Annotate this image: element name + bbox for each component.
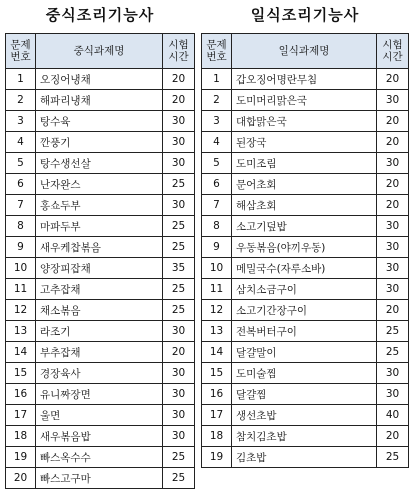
row-number: 6 [6,174,36,195]
table-row [6,384,195,405]
table-row [6,468,195,489]
exam-time: 25 [163,468,195,489]
panel-title: 일식조리기능사 [250,6,360,24]
task-name: 빠스옥수수 [36,447,163,468]
exam-time: 30 [163,195,195,216]
chinese-cooking-panel [5,0,195,489]
exam-time: 30 [377,258,409,279]
exam-time: 20 [377,111,409,132]
row-number: 3 [6,111,36,132]
exam-time: 25 [163,216,195,237]
task-name: 라조기 [36,321,163,342]
table-row [6,132,195,153]
row-number: 15 [6,363,36,384]
row-number: 12 [202,300,232,321]
exam-time: 20 [377,132,409,153]
row-number: 20 [6,468,36,489]
exam-time: 20 [377,426,409,447]
exam-time: 30 [163,153,195,174]
table-row [202,279,409,300]
exam-time: 30 [377,153,409,174]
table-row [6,321,195,342]
exam-time: 30 [163,384,195,405]
table-row [202,90,409,111]
row-number: 11 [6,279,36,300]
table-row [202,111,409,132]
exam-time: 20 [377,69,409,90]
exam-time: 20 [163,90,195,111]
row-number: 15 [202,363,232,384]
exam-time: 30 [377,279,409,300]
task-name: 우동볶음(야끼우동) [232,237,377,258]
header-problem-number: 문제 번호 [6,34,36,69]
table-row [6,300,195,321]
table-row [202,447,409,468]
header-task-name: 중식과제명 [36,34,163,69]
task-name: 경장육사 [36,363,163,384]
row-number: 1 [202,69,232,90]
task-name: 채소볶음 [36,300,163,321]
exam-time: 25 [163,237,195,258]
task-table [5,33,195,489]
table-row [6,195,195,216]
row-number: 13 [6,321,36,342]
header-problem-number: 문제 번호 [202,34,232,69]
task-name: 달걀말이 [232,342,377,363]
task-name: 울면 [36,405,163,426]
table-row [6,426,195,447]
exam-time: 30 [163,405,195,426]
exam-time: 25 [377,342,409,363]
row-number: 16 [6,384,36,405]
table-row [202,69,409,90]
row-number: 16 [202,384,232,405]
table-row [6,279,195,300]
row-number: 1 [6,69,36,90]
row-number: 17 [6,405,36,426]
row-number: 13 [202,321,232,342]
row-number: 17 [202,405,232,426]
table-row [6,258,195,279]
row-number: 11 [202,279,232,300]
task-name: 참치김초밥 [232,426,377,447]
task-name: 홍쇼두부 [36,195,163,216]
row-number: 9 [202,237,232,258]
task-name: 갑오징어명란무침 [232,69,377,90]
exam-time: 25 [377,447,409,468]
exam-time: 30 [163,426,195,447]
table-row [202,258,409,279]
task-name: 깐풍기 [36,132,163,153]
task-name: 소고기간장구이 [232,300,377,321]
task-name: 도미머리맑은국 [232,90,377,111]
header-row [202,34,409,69]
row-number: 4 [202,132,232,153]
header-exam-time: 시험 시간 [163,34,195,69]
task-name: 마파두부 [36,216,163,237]
task-name: 새우케찹볶음 [36,237,163,258]
table-row [6,216,195,237]
row-number: 5 [202,153,232,174]
table-row [202,342,409,363]
header-exam-time: 시험 시간 [377,34,409,69]
row-number: 18 [202,426,232,447]
exam-time: 30 [163,132,195,153]
task-name: 메밀국수(자루소바) [232,258,377,279]
exam-time: 40 [377,405,409,426]
table-row [202,384,409,405]
task-name: 소고기덮밥 [232,216,377,237]
table-row [202,132,409,153]
panel-title: 중식조리기능사 [45,6,155,24]
table-row [202,300,409,321]
task-name: 탕수생선살 [36,153,163,174]
row-number: 4 [6,132,36,153]
row-number: 14 [202,342,232,363]
table-row [6,237,195,258]
row-number: 6 [202,174,232,195]
row-number: 8 [202,216,232,237]
task-name: 빠스고구마 [36,468,163,489]
header-row [6,34,195,69]
task-name: 도미조림 [232,153,377,174]
exam-time: 30 [377,363,409,384]
row-number: 12 [6,300,36,321]
row-number: 10 [6,258,36,279]
row-number: 3 [202,111,232,132]
japanese-cooking-panel [201,0,409,468]
table-row [202,426,409,447]
table-row [6,153,195,174]
exam-time: 25 [163,279,195,300]
row-number: 9 [6,237,36,258]
exam-time: 20 [377,300,409,321]
row-number: 2 [202,90,232,111]
task-name: 양장피잡채 [36,258,163,279]
task-name: 오징어냉채 [36,69,163,90]
task-name: 문어초회 [232,174,377,195]
row-number: 10 [202,258,232,279]
task-name: 새우볶음밥 [36,426,163,447]
table-row [202,216,409,237]
table-row [202,405,409,426]
exam-time: 25 [163,174,195,195]
row-number: 18 [6,426,36,447]
exam-time: 30 [163,363,195,384]
table-row [202,153,409,174]
exam-time: 20 [163,69,195,90]
task-name: 대합맑은국 [232,111,377,132]
table-row [202,195,409,216]
task-name: 생선초밥 [232,405,377,426]
task-name: 전복버터구이 [232,321,377,342]
task-name: 해삼초회 [232,195,377,216]
row-number: 2 [6,90,36,111]
row-number: 5 [6,153,36,174]
row-number: 19 [6,447,36,468]
header-task-name: 일식과제명 [232,34,377,69]
exam-time: 25 [163,447,195,468]
row-number: 14 [6,342,36,363]
table-row [202,321,409,342]
table-row [6,69,195,90]
table-row [6,90,195,111]
exam-time: 20 [163,342,195,363]
task-name: 탕수육 [36,111,163,132]
table-row [202,363,409,384]
exam-time: 25 [377,321,409,342]
exam-time: 30 [377,216,409,237]
table-row [202,237,409,258]
row-number: 19 [202,447,232,468]
exam-time: 30 [163,111,195,132]
table-row [6,447,195,468]
exam-time: 30 [163,321,195,342]
row-number: 7 [6,195,36,216]
row-number: 8 [6,216,36,237]
table-row [6,111,195,132]
exam-time: 25 [163,300,195,321]
task-name: 해파리냉채 [36,90,163,111]
task-name: 고추잡채 [36,279,163,300]
exam-time: 30 [377,90,409,111]
table-row [6,363,195,384]
task-name: 달걀찜 [232,384,377,405]
task-name: 유니짜장면 [36,384,163,405]
exam-time: 30 [377,384,409,405]
task-name: 삼치소금구이 [232,279,377,300]
table-row [6,342,195,363]
row-number: 7 [202,195,232,216]
exam-time: 30 [377,237,409,258]
exam-time: 20 [377,195,409,216]
task-name: 부추잡채 [36,342,163,363]
task-name: 김초밥 [232,447,377,468]
exam-time: 20 [377,174,409,195]
task-table [201,33,409,468]
table-row [6,174,195,195]
table-row [6,405,195,426]
task-name: 된장국 [232,132,377,153]
task-name: 난자완스 [36,174,163,195]
table-row [202,174,409,195]
task-name: 도미술찜 [232,363,377,384]
exam-time: 35 [163,258,195,279]
